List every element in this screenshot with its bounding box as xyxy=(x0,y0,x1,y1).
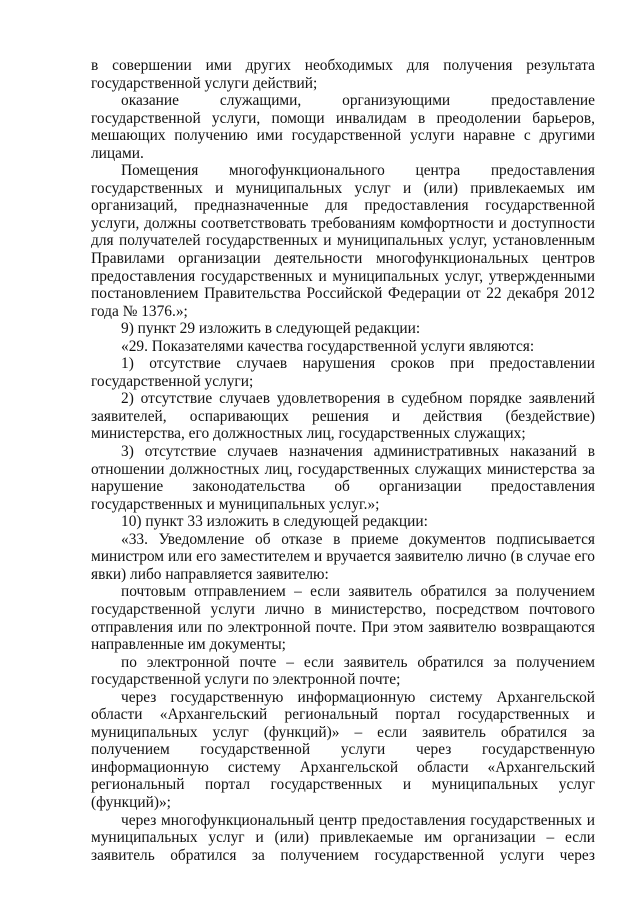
paragraph: по электронной почте – если заявитель обратился за получением государственной услуги по электронной почте; xyxy=(91,653,595,689)
paragraph: 2) отсутствие случаев удовлетворения в судебном порядке заявлений заявителей, оспаривающих решения и действия (бездействие) министерства, его должностных лиц, государственных служащих; xyxy=(91,390,595,443)
paragraph: через многофункциональный центр предоставления государственных и муниципальных услуг и (или) привлекаемые им организации – если заявитель обратился за получением государственной услуги через xyxy=(91,811,595,864)
paragraph: в совершении ими других необходимых для получения результата государственной услуги действий; xyxy=(91,57,595,92)
paragraph: 3) отсутствие случаев назначения административных наказаний в отношении должностных лиц, государственных служащих министерства за нарушение законодательства об организации предоставления государственных и муниципальных услуг.»; xyxy=(91,443,595,513)
paragraph: 10) пункт 33 изложить в следующей редакции: xyxy=(121,513,428,531)
paragraph: почтовым отправлением – если заявитель обратился за получением государственной услуги лично в министерство, посредством почтового отправления или по электронной почте. При этом заявителю возвращаются направленные им документы; xyxy=(91,583,595,654)
paragraph: через государственную информационную систему Архангельской области «Архангельский региональный портал государственных и муниципальных услуг (функций)» – если заявитель обратился за получением государственной услуги через государственную информационную систему Архангельской области «Архангельский региональный портал государственных и муниципальных услуг (функций)»; xyxy=(91,688,595,811)
paragraph: 1) отсутствие случаев нарушения сроков при предоставлении государственной услуги; xyxy=(91,355,595,390)
paragraph: Помещения многофункционального центра предоставления государственных и муниципальных услуг и (или) привлекаемых им организаций, предназначенные для предоставления государственной услуги, должны соответствовать требованиям комфортности и доступности для получателей государственных и муниципальных услуг, установленным Правилами организации деятельности многофункциональных центров предоставления государственных и муниципальных услуг, утвержденными постановлением Правительства Российской Федерации от 22 декабря 2012 года № 1376.»; xyxy=(91,162,595,320)
paragraph: «33. Уведомление об отказе в приеме документов подписывается министром или его заместителем и вручается заявителю лично (в случае его явки) либо направляется заявителю: xyxy=(91,530,595,583)
paragraph: «29. Показателями качества государственной услуги являются: xyxy=(121,337,535,355)
paragraph: оказание служащими, организующими предоставление государственной услуги, помощи инвалидам в преодолении барьеров, мешающих получению ими государственной услуги наравне с другими лицами. xyxy=(91,92,595,162)
document-page xyxy=(91,57,595,864)
paragraph: 9) пункт 29 изложить в следующей редакции: xyxy=(121,320,421,338)
